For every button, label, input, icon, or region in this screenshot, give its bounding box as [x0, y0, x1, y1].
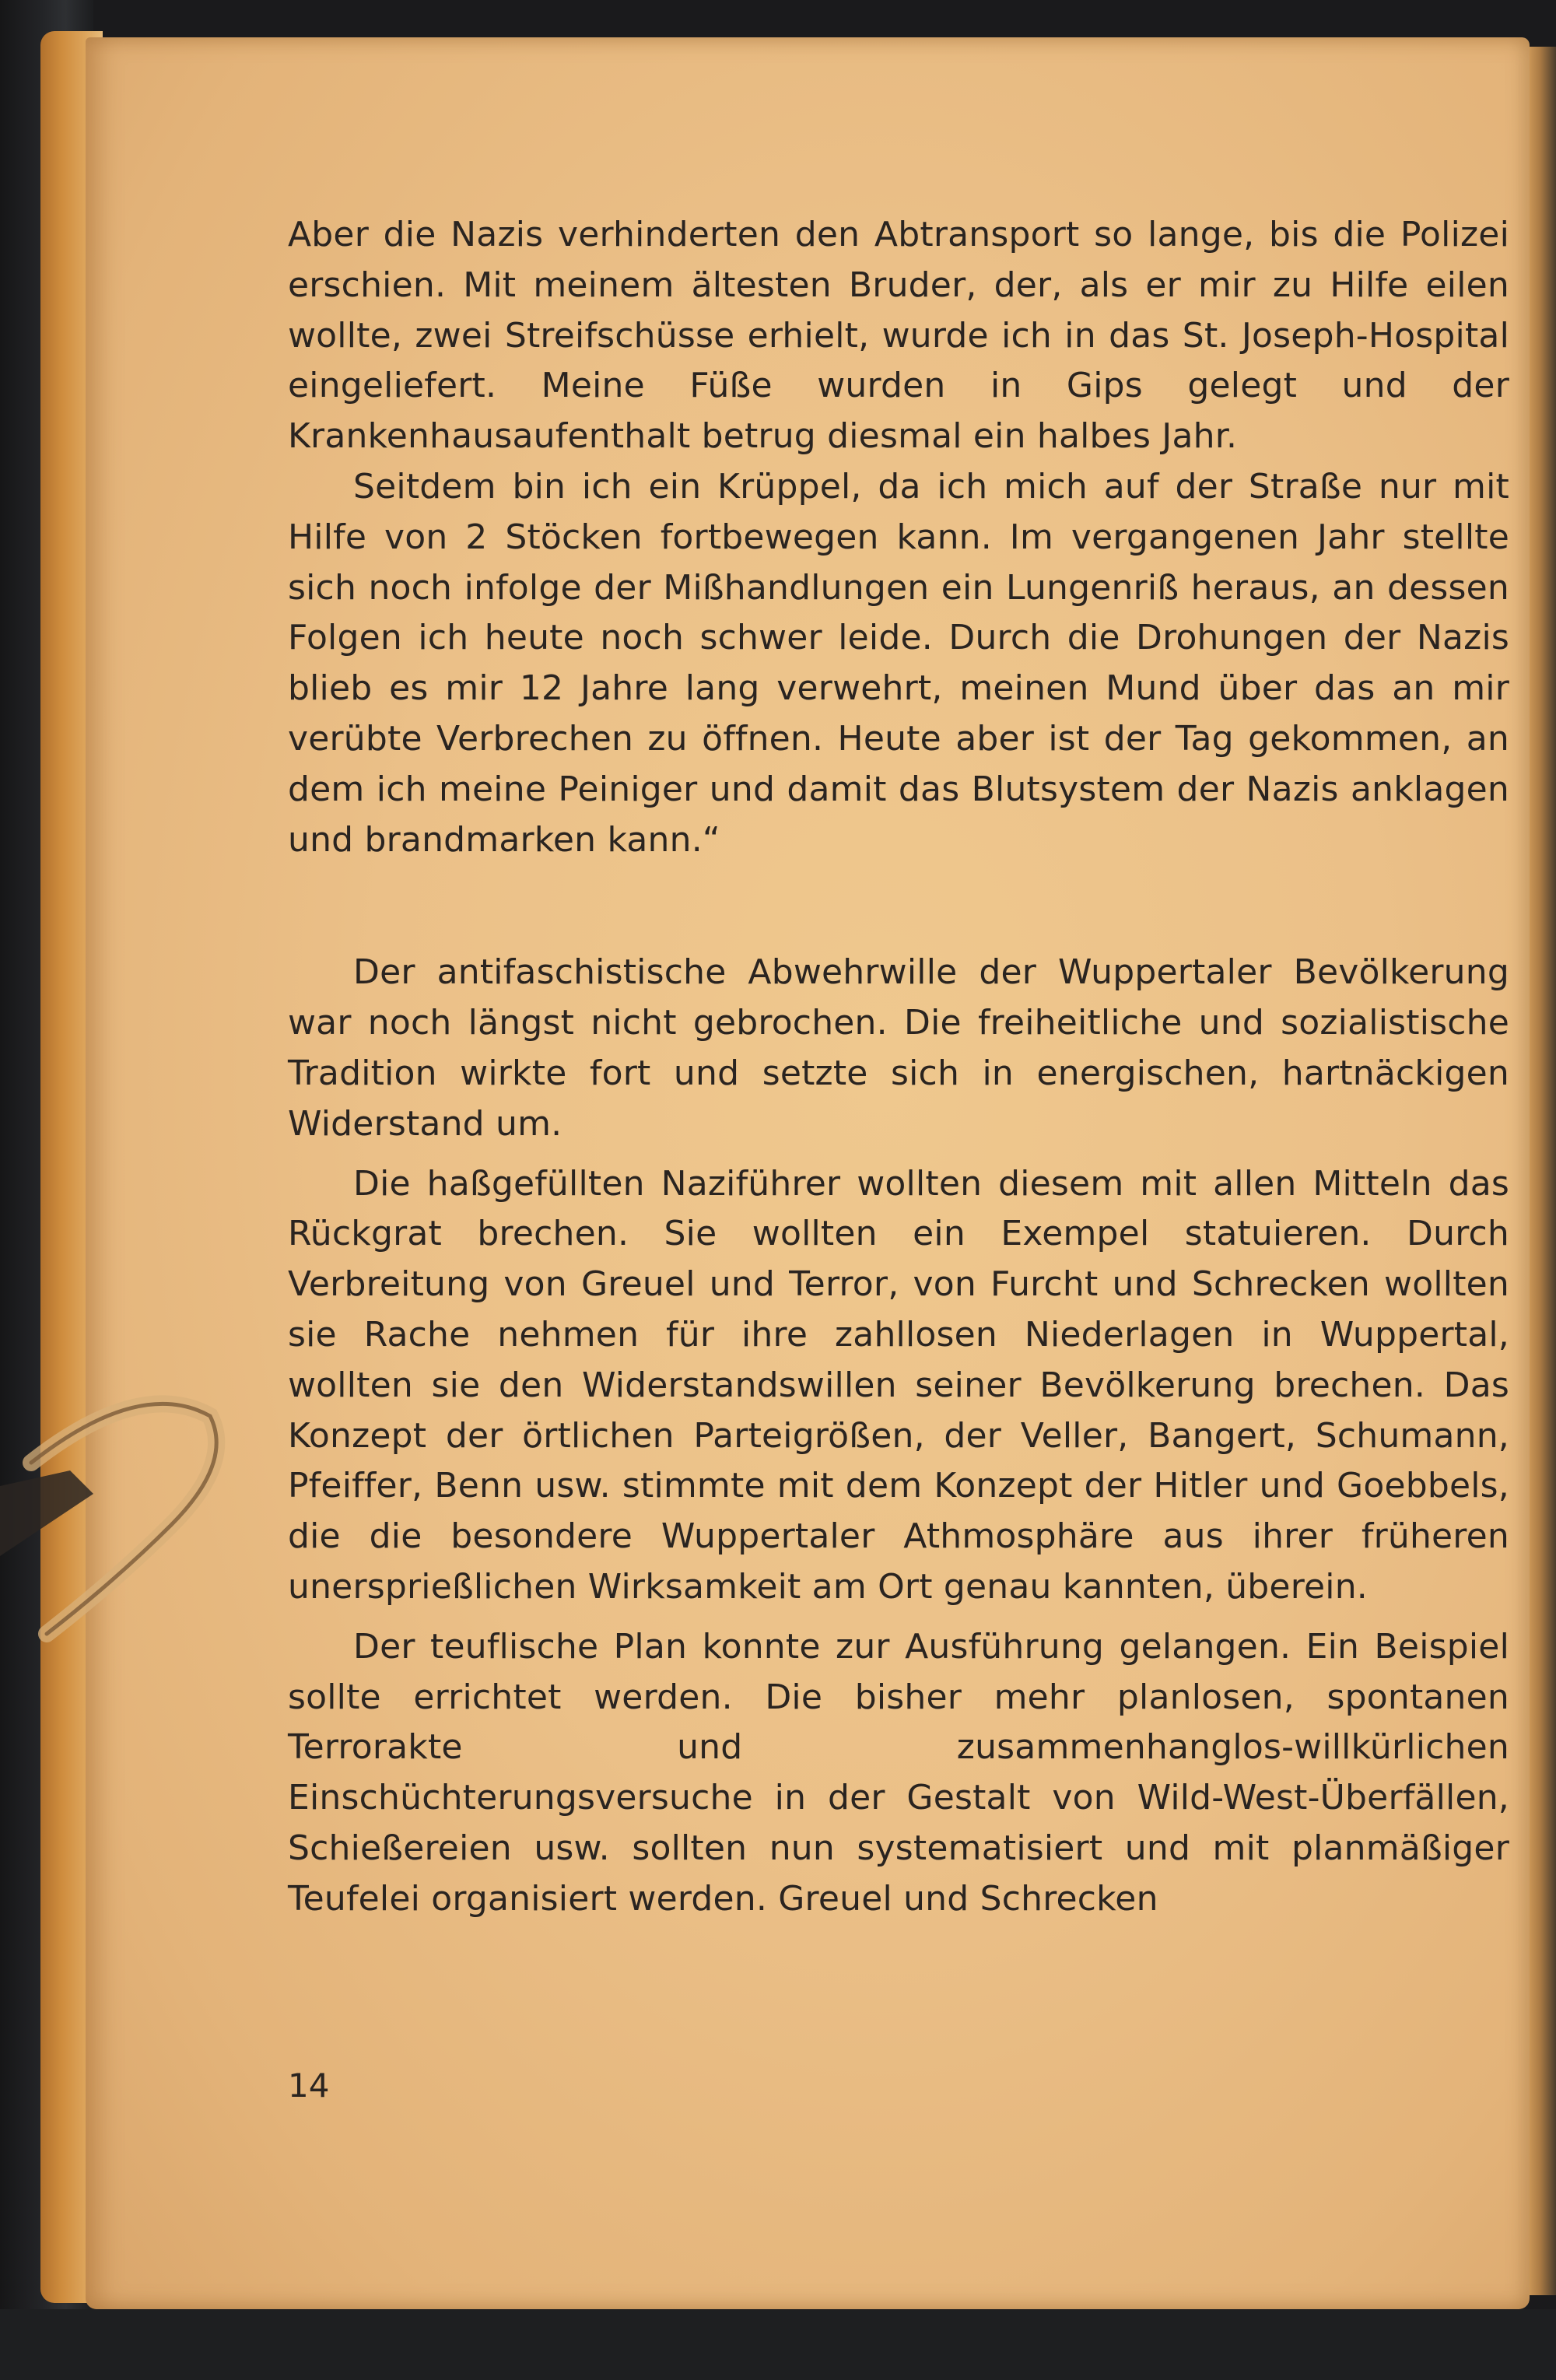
page-edge-right — [1530, 47, 1556, 2295]
paragraph-5: Der teuflische Plan konnte zur Ausführung gelangen. Ein Beispiel sollte errichtet werden. Die bisher mehr planlosen, spontanen Terrorakte und zusammenhanglos-willkürlichen Einschüchterungsversuche in der Gestalt von Wild-West-Überfällen, Schießereien usw. sollten nun systematisiert und mit planmäßiger Teufelei organisiert werden. Greuel und Schrecken — [288, 1626, 1509, 1919]
paragraph-1: Aber die Nazis verhinderten den Abtransport so lange, bis die Polizei erschien. Mit meinem ältesten Bruder, der, als er mir zu Hilfe eilen wollte, zwei Streifschüsse erhielt, wurde ich in das St. Joseph-Hospital eingeliefert. Meine Füße wurden in Gips gelegt und der Krankenhausaufenthalt betrug diesmal ein halbes Jahr. — [288, 215, 1509, 457]
body-text — [288, 210, 1509, 1925]
paper-clip-image — [0, 1369, 233, 1665]
paragraph-4: Die haßgefüllten Naziführer wollten diesem mit allen Mitteln das Rückgrat brechen. Sie wollten ein Exempel statuieren. Durch Verbreitung von Greuel und Terror, von Furcht und Schrecken wollten sie Rache nehmen für ihre zahllosen Niederlagen in Wuppertal, wollten sie den Widerstandswillen seiner Bevölkerung brechen. Das Konzept der örtlichen Parteigrößen, der Veller, Bangert, Schumann, Pfeiffer, Benn usw. stimmte mit dem Konzept der Hitler und Goebbels, die die besondere Wuppertaler Athmosphäre aus ihrer früheren unersprießlichen Wirksamkeit am Ort genau kannten, überein. — [288, 1163, 1509, 1607]
page-number: 14 — [288, 2066, 330, 2105]
paragraph-2: Seitdem bin ich ein Krüppel, da ich mich auf der Straße nur mit Hilfe von 2 Stöcken fortbewegen kann. Im vergangenen Jahr stellte sich noch infolge der Mißhandlungen ein Lungenriß heraus, an dessen Folgen ich heute noch schwer leide. Durch die Drohungen der Nazis blieb es mir 12 Jahre lang verwehrt, meinen Mund über das an mir verübte Verbrechen zu öffnen. Heute aber ist der Tag gekommen, an dem ich meine Peiniger und damit das Blutsystem der Nazis anklagen und brandmarken kann.“ — [288, 466, 1509, 860]
background-bottom — [0, 2309, 1556, 2380]
paragraph-3: Der antifaschistische Abwehrwille der Wuppertaler Bevölkerung war noch längst nicht gebrochen. Die freiheitliche und sozialistische Tradition wirkte fort und setzte sich in energischen, hartnäckigen Widerstand um. — [288, 952, 1509, 1144]
